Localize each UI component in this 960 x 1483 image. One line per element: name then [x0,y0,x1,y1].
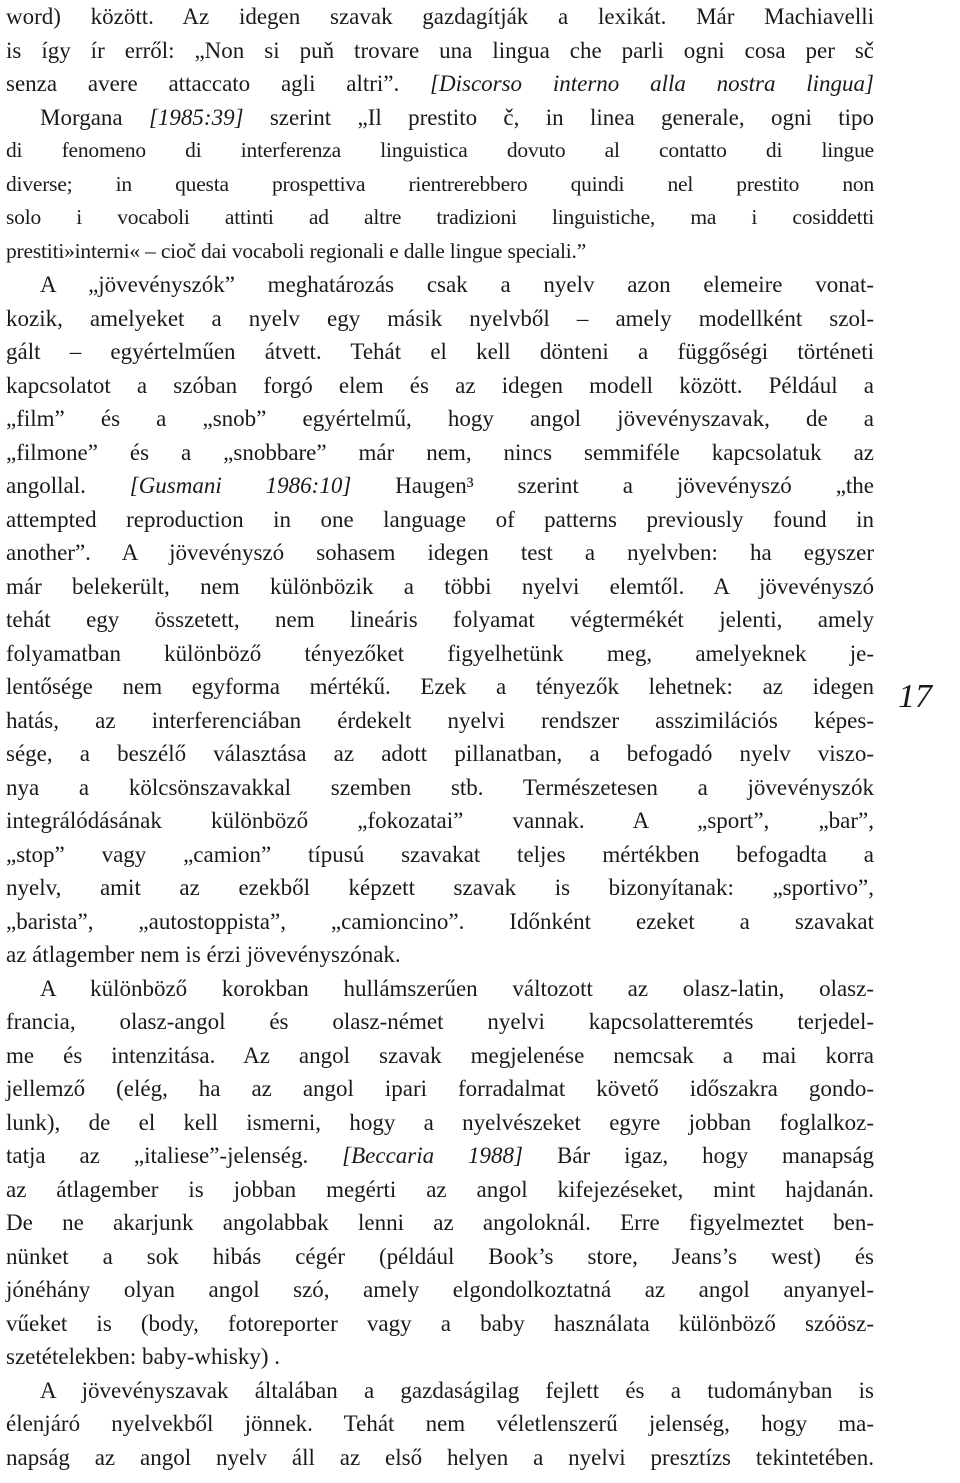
text-line: A jövevényszavak általában a gazdaságilag fejlett és a tudományban is [40,1377,874,1403]
text-line: De ne akarjunk angolabbak lenni az angoloknál. Erre figyelmeztet ben- [6,1210,874,1235]
text-line: „barista”, „autostoppista”, „camioncino”. Időnként ezeket a szavakat [6,908,874,934]
text-line: Morgana [1985:39] szerint „Il prestito č, in linea generale, ogni tipo [40,104,874,130]
text-line: „stop” vagy „camion” típusú szavakat teljes mértékben befogadta a [6,841,874,867]
text-line: szetételekben: baby-whisky) . [6,1344,280,1369]
text-line: another”. A jövevényszó sohasem idegen test a nyelvben: ha egyszer [6,540,874,565]
text-line: jónéhány olyan angol szó, amely elgondolkoztatná az angol anyanyel- [6,1277,874,1302]
text-line: lentősége nem egyforma mértékű. Ezek a tényezők lehetnek: az idegen [6,674,874,699]
text-line: jellemző (elég, ha az angol ipari forradalmat követő időszakra gondo- [6,1076,874,1101]
text-line: nya a kölcsönszavakkal szemben stb. Természetesen a jövevényszók [6,774,874,800]
text-line: tatja az „italiese”-jelenség. [Beccaria 1988] Bár igaz, hogy manapság [6,1143,875,1168]
text-line: di fenomeno di interferenza linguistica dovuto al contatto di lingue [6,138,874,162]
body-text [6,0,874,1474]
text-line: napság az angol nyelv áll az első helyen a nyelvi presztízs tekintetében. [6,1444,874,1470]
text-line: francia, olasz-angol és olasz-német nyelvi kapcsolatteremtés terjedel- [6,1009,874,1034]
text-line: attempted reproduction in one language of patterns previously found in [6,506,874,532]
text-line: kozik, amelyeket a nyelv egy másik nyelvből – amely modellként szol- [6,305,874,331]
text-line: me és intenzitása. Az angol szavak megjelenése nemcsak a mai korra [6,1042,874,1068]
text-line: gált – egyértelműen átvett. Tehát el kell dönteni a függőségi történeti [6,339,874,364]
text-line: nünket a sok hibás cégér (például Book’s store, Jeans’s west) és [6,1243,874,1269]
text-line: senza avere attaccato agli altri”. [Discorso interno alla nostra lingua] [6,71,874,96]
text-line: az átlagember is jobban megérti az angol kifejezéseket, mint hajdanán. [6,1176,874,1202]
text-line: word) között. Az idegen szavak gazdagítják a lexikát. Már Machiavelli [6,4,874,29]
text-line: vűeket is (body, fotoreporter vagy a baby használata különböző szóösz- [6,1310,874,1336]
text-line: tehát egy összetett, nem lineáris folyamat végtermékét jelenti, amely [6,607,874,632]
text-line: hatás, az interferenciában érdekelt nyelvi rendszer asszimilációs képes- [6,707,874,733]
text-line: már belekerült, nem különbözik a többi nyelvi elemtől. A jövevényszó [6,573,874,599]
text-line: A különböző korokban hullámszerűen változott az olasz-latin, olasz- [40,975,874,1001]
text-line: az átlagember nem is érzi jövevényszónak. [6,942,401,967]
text-line: élenjáró nyelvekből jönnek. Tehát nem véletlenszerű jelenség, hogy ma- [6,1411,874,1436]
text-line: diverse; in questa prospettiva rientrerebbero quindi nel prestito non [6,171,874,196]
text-line: angollal. [Gusmani 1986:10] Haugen³ szerint a jövevényszó „the [6,473,875,498]
text-line: „film” és a „snob” egyértelmű, hogy angol jövevényszavak, de a [6,406,874,431]
text-line: integrálódásának különböző „fokozatai” vannak. A „sport”, „bar”, [6,808,874,833]
text-line: nyelv, amit az ezekből képzett szavak is bizonyítanak: „sportivo”, [6,875,874,900]
text-line: „filmone” és a „snobbare” már nem, nincs semmiféle kapcsolatuk az [6,439,874,465]
text-line: folyamatban különböző tényezőket figyelhetünk meg, amelyeknek je- [6,640,874,666]
text-line: sége, a beszélő választása az adott pillanatban, a befogadó nyelv viszo- [6,741,874,766]
text-line: is így ír erről: „Non si puň trovare una lingua che parli ogni cosa per sč [6,37,874,63]
text-line: solo i vocaboli attinti ad altre tradizioni linguistiche, ma i cosiddetti [6,205,874,229]
page-number: 17 [898,678,932,715]
text-line: prestiti»interni« – cioč dai vocaboli regionali e dalle lingue speciali.” [6,238,587,263]
text-line: A „jövevényszók” meghatározás csak a nyelv azon elemeire vonat- [40,272,874,297]
text-line: kapcsolatot a szóban forgó elem és az idegen modell között. Például a [6,372,874,398]
text-line: lunk), de el kell ismerni, hogy a nyelvészeket egyre jobban foglalkoz- [6,1109,874,1135]
